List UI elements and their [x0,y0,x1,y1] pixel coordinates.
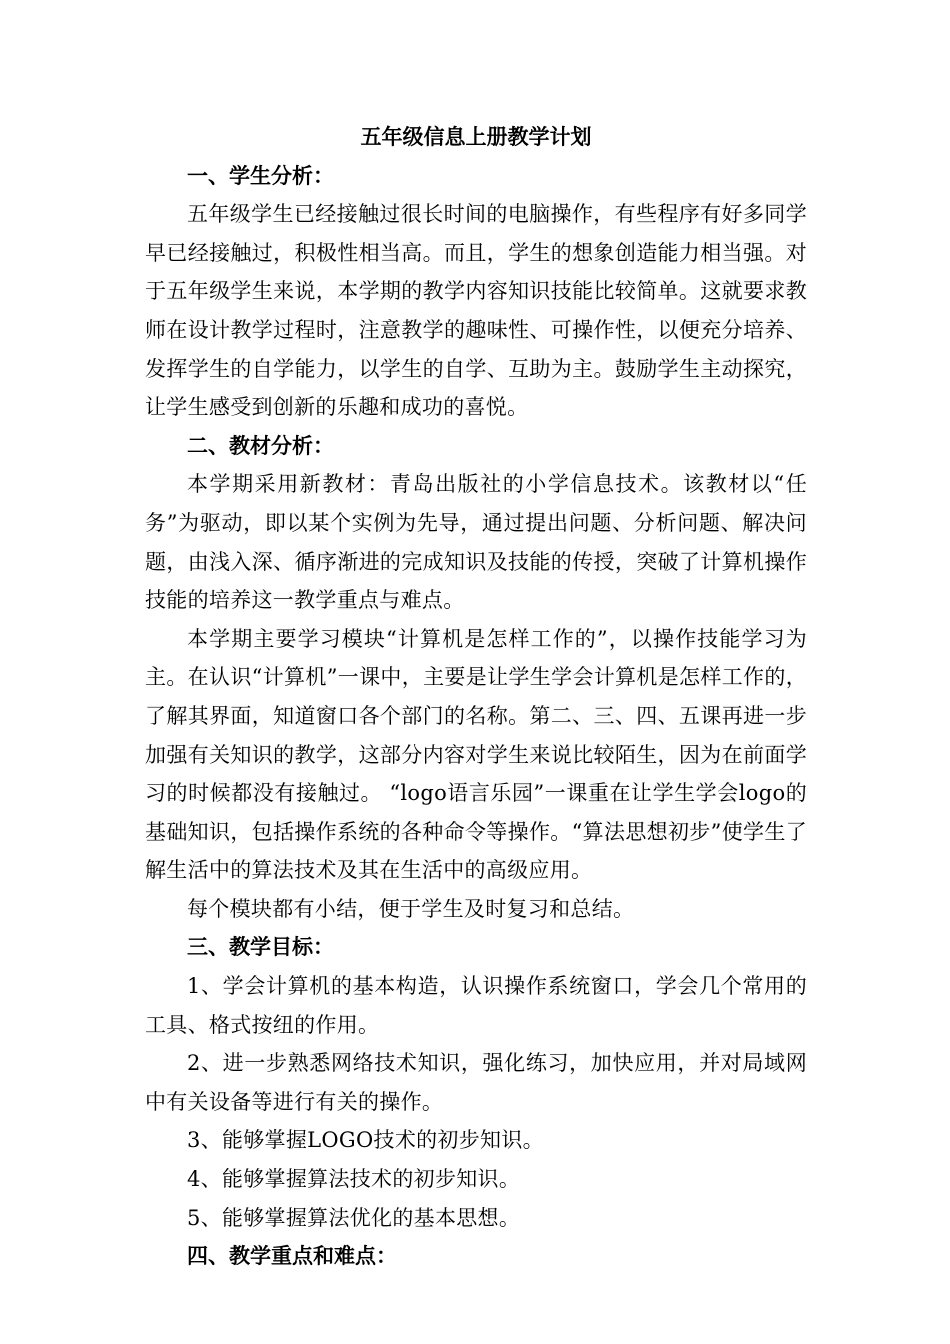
section-student-analysis [145,157,807,427]
goal-item: 3、能够掌握LOGO技术的初步知识。 [187,1128,544,1153]
section-heading: 四、教学重点和难点： [187,1244,397,1269]
section-heading: 一、学生分析： [187,163,334,188]
goal-item: 1、学会计算机的基本构造，认识操作系统窗口，学会几个常用的工具、格式按纽的作用。 [145,974,807,1037]
section-key-points [145,1237,807,1276]
paragraph: 本学期主要学习模块“计算机是怎样工作的”，以操作技能学习为主。在认识“计算机”一课中，主要是让学生学会计算机是怎样工作的，了解其界面，知道窗口各个部门的名称。第二、三、四、五课再进一步加强有关知识的教学，这部分内容对学生来说比较陌生，因为在前面学习的时候都没有接触过。 “logo语言乐园”一课重在让学生学会logo的基础知识，包括操作系统的各种命令等操作。“算法思想初步”使学生了解生活中的算法技术及其在生活中的高级应用。 [145,626,807,883]
document-title: 五年级信息上册教学计划 [360,125,592,149]
goal-item: 4、能够掌握算法技术的初步知识。 [187,1167,521,1192]
document-page [145,118,807,1276]
section-teaching-goals [145,928,807,1237]
paragraph: 本学期采用新教材：青岛出版社的小学信息技术。该教材以“任务”为驱动，即以某个实例为先导，通过提出问题、分析问题、解决问题，由浅入深、循序渐进的完成知识及技能的传授，突破了计算机操作技能的培养这一教学重点与难点。 [145,472,807,613]
section-heading: 三、教学目标： [187,935,334,960]
goal-item: 2、进一步熟悉网络技术知识，强化练习，加快应用，并对局域网中有关设备等进行有关的操作。 [145,1051,807,1114]
section-textbook-analysis [145,427,807,929]
paragraph: 每个模块都有小结，便于学生及时复习和总结。 [187,896,635,921]
goal-item: 5、能够掌握算法优化的基本思想。 [187,1205,521,1230]
paragraph: 五年级学生已经接触过很长时间的电脑操作，有些程序有好多同学早已经接触过，积极性相当高。而且，学生的想象创造能力相当强。对于五年级学生来说，本学期的教学内容知识技能比较简单。这就要求教师在设计教学过程时，注意教学的趣味性、可操作性，以便充分培养、发挥学生的自学能力，以学生的自学、互助为主。鼓励学生主动探究，让学生感受到创新的乐趣和成功的喜悦。 [145,202,807,420]
section-heading: 二、教材分析： [187,433,334,458]
